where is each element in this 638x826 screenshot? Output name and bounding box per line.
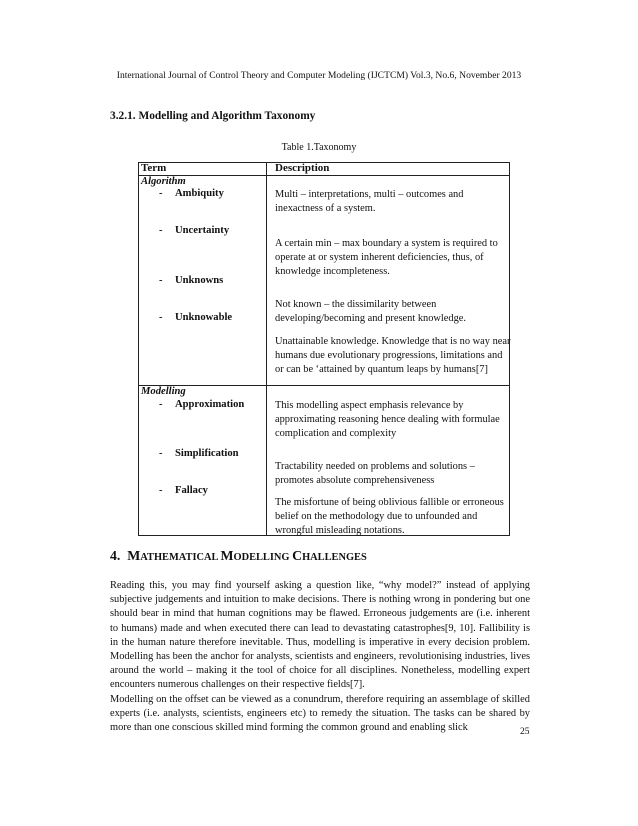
term-label: Simplification [175, 448, 239, 459]
term-simplification: - Simplification [159, 448, 239, 459]
heading-word-1: MATHEMATICAL [127, 548, 221, 563]
group-label-modelling: Modelling [141, 386, 186, 397]
desc-simplification: Tractability needed on problems and solutions – promotes absolute comprehensiveness [275, 461, 475, 486]
term-unknowable: - Unknowable [159, 312, 233, 323]
term-approximation: - Approximation [159, 399, 245, 410]
term-unknowns: - Unknowns [159, 275, 224, 286]
term-label: Unknowable [175, 312, 233, 323]
desc-unknowns: Not known – the dissimilarity between developing/becoming and present knowledge. [275, 299, 467, 324]
term-ambiquity: - Ambiquity [159, 188, 224, 199]
desc-fallacy: The misfortune of being oblivious fallible or erroneous belief on the methodology due to unfounded and wrongful misleading notations. [275, 497, 504, 536]
smallcaps: ATHEMATICAL [140, 552, 221, 563]
term-label: Approximation [175, 399, 245, 410]
desc-unknowable: Unattainable knowledge. Knowledge that is no way near humans due evolutionary progressions, limitations and or can be ‘attained by quantum leaps by humans[7] [275, 336, 511, 375]
body-text [110, 579, 530, 735]
smallcaps: ODELLING [233, 552, 293, 563]
desc-approximation: This modelling aspect emphasis relevance by approximating reasoning hence dealing with formulae complication and complexity [275, 400, 500, 439]
table-header-term: Term [141, 162, 167, 174]
term-uncertainty: - Uncertainty [159, 225, 230, 236]
term-label: Ambiquity [175, 188, 224, 199]
term-label: Fallacy [175, 485, 208, 496]
table-caption: Table 1.Taxonomy [281, 142, 357, 153]
paragraph-2: Modelling on the offset can be viewed as a conundrum, therefore requiring an assemblage of skilled experts (i.e. analysts, scientists, engineers etc) to remedy the situation. The tasks can be shared by more than one conscious skilled mind forming the common ground and enabling slick [110, 693, 530, 734]
section-4-heading [110, 548, 367, 564]
heading-word-2: MODELLING [220, 548, 293, 563]
term-fallacy: - Fallacy [159, 485, 208, 496]
paragraph-1: Reading this, you may find yourself asking a question like, “why model?” instead of applying subjective judgements and intuition to make decisions. There is nothing wrong in pondering but one should bear in mind that human cognitions may be flawed. Erroneous judgements are (i.e. inherent to humans) made and when executed there can lead to devastating catastrophes[9, 10]. Fallibility is in the human nature therefore inevitable. Thus, modelling is imperative in every decision problem. Modelling has been the anchor for analysts, scientists and engineers, revolutionising industries, lives around the world – making it the tool of choice for all disciplines. Nonetheless, modelling expert encounters numerous challenges on their respective fields[7]. [110, 580, 530, 691]
desc-uncertainty: A certain min – max boundary a system is required to operate at or system inherent deficiencies, thus, of knowledge incompleteness. [275, 238, 498, 277]
table-header-description: Description [275, 162, 330, 174]
section-title: 3.2.1. Modelling and Algorithm Taxonomy [110, 110, 316, 122]
desc-ambiquity: Multi – interpretations, multi – outcomes and inexactness of a system. [275, 189, 464, 214]
group-label-algorithm: Algorithm [141, 176, 186, 187]
taxonomy-table [138, 162, 510, 536]
term-label: Unknowns [175, 275, 224, 286]
page-number: 25 [520, 726, 530, 737]
group-divider [139, 385, 509, 386]
table-header-row [139, 163, 509, 176]
journal-header: International Journal of Control Theory and Computer Modeling (IJCTCM) Vol.3, No.6, November 2013 [116, 70, 522, 81]
term-label: Uncertainty [175, 225, 230, 236]
smallcaps: HALLENGES [302, 552, 367, 563]
heading-word-3: CHALLENGES [292, 548, 367, 563]
column-divider [266, 163, 267, 535]
section-number: 4. [110, 548, 121, 563]
